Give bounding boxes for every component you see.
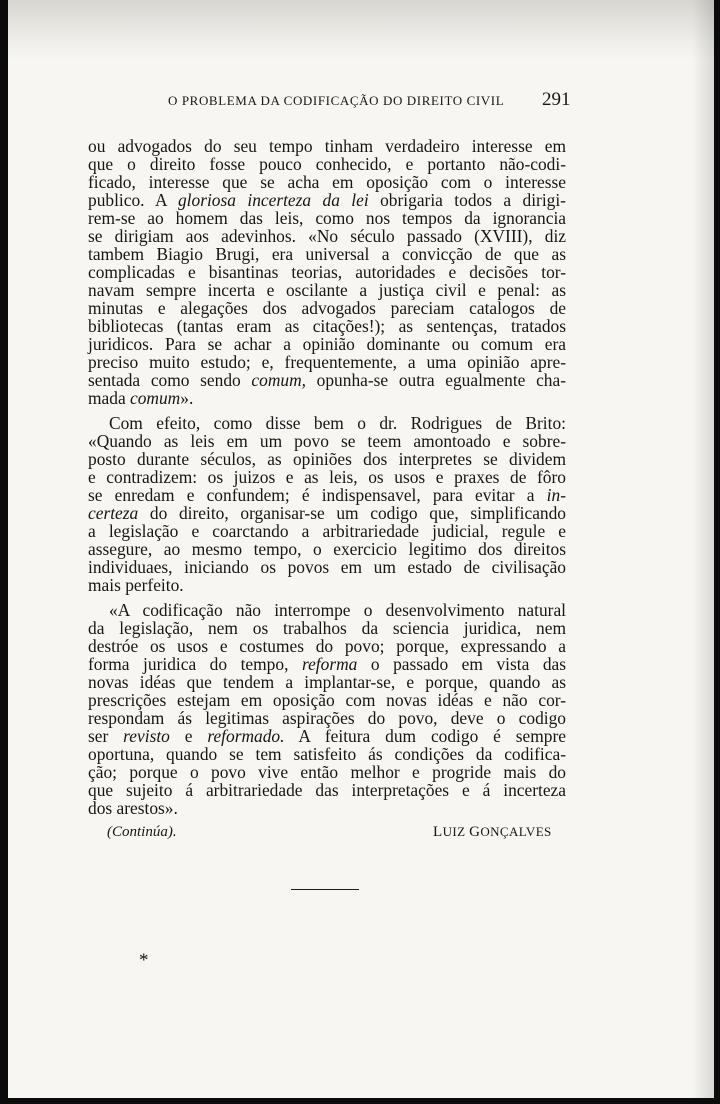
text-line: destróe os usos e costumes do povo; porque, expressando a (88, 636, 566, 656)
italic-phrase: reforma (301, 654, 358, 674)
text-line (88, 727, 566, 745)
text-segment: mada (88, 388, 131, 408)
section-rule (291, 889, 359, 890)
italic-phrase: reformado. (207, 726, 285, 746)
running-title: O PROBLEMA DA CODIFICAÇÃO DO DIREITO CIVIL (168, 93, 505, 108)
text-line: que sujeito á arbitrariedade das interpretações e á incerteza (88, 780, 566, 800)
text-line: ficado, interesse que se acha em oposição com o interesse (88, 172, 566, 192)
italic-phrase: comum, (251, 370, 306, 390)
text-line: tambem Biagio Brugi, era universal a convicção de que as (88, 244, 566, 264)
text-segment: A feitura dum codigo é sempre (284, 726, 566, 746)
text-line: rem-se ao homem das leis, como nos tempos da ignorancia (88, 208, 566, 228)
text-segment: do direito, organisar-se um codigo que, simplificando (138, 503, 566, 523)
text-segment: se enredam e confundem; é indispensavel, para evitar a (88, 485, 547, 505)
text-line: assegure, ao mesmo tempo, o exercicio legitimo dos direitos (88, 539, 566, 559)
page-number: 291 (542, 89, 571, 110)
text-line: e contradizem: os juizos e as leis, os usos e praxes de fôro (88, 467, 566, 487)
italic-phrase: in- (546, 485, 566, 505)
text-segment: opunha-se outra egualmente cha- (305, 370, 566, 390)
text-line: «Quando as leis em um povo se teem amontoado e sobre- (88, 431, 566, 451)
text-segment: publico. A (88, 190, 178, 210)
author-name: LUIZ GONÇALVES (433, 824, 552, 840)
text-line (88, 504, 566, 522)
text-line (88, 371, 566, 389)
text-line: Com efeito, como disse bem o dr. Rodrigues de Brito: (109, 413, 566, 433)
text-line (88, 191, 566, 209)
text-segment: forma juridica do tempo, (88, 654, 302, 674)
page-top-shading (8, 0, 714, 60)
text-segment: obrigaria todos a dirigi- (368, 190, 566, 210)
text-line: oportuna, quando se tem satisfeito ás condições da codifica- (88, 744, 566, 764)
text-segment: e (169, 726, 208, 746)
text-line: novas idéas que tendem a implantar-se, e porque, quando as (88, 672, 566, 692)
text-segment: o passado em vista das (357, 654, 566, 674)
italic-phrase: gloriosa incerteza da lei (177, 190, 369, 210)
text-line: individuaes, iniciando os povos em um estado de civilisação (88, 557, 566, 577)
text-line: ou advogados do seu tempo tinham verdadeiro interesse em (88, 136, 566, 156)
text-line: dos arestos». (88, 798, 178, 818)
text-line (88, 655, 566, 673)
text-line: minutas e alegações dos advogados pareciam catalogos de (88, 298, 566, 318)
text-line: se dirigiam aos adevinhos. «No século passado (XVIII), diz (88, 226, 566, 246)
text-segment: ». (180, 388, 194, 408)
italic-phrase: certeza (88, 503, 139, 523)
text-line (88, 486, 566, 504)
text-line (88, 389, 566, 407)
text-line: respondam ás legitimas aspirações do povo, deve o codigo (88, 708, 566, 728)
continued-note: (Continúa). (107, 824, 177, 840)
text-line: bibliotecas (tantas eram as citações!); as sentenças, tratados (88, 316, 566, 336)
footnote-mark: * (139, 950, 149, 971)
text-line: ção; porque o povo vive então melhor e progride mais do (88, 762, 566, 782)
italic-phrase: revisto (123, 726, 170, 746)
text-line: preciso muito estudo; e, frequentemente, a uma opinião apre- (88, 352, 566, 372)
text-line: prescrições estejam em oposição com novas idéas e não cor- (88, 690, 566, 710)
text-line: que o direito fosse pouco conhecido, e portanto não-codi- (88, 154, 566, 174)
text-line: «A codificação não interrompe o desenvolvimento natural (109, 600, 566, 620)
text-segment: ser (88, 726, 124, 746)
text-line: da legislação, nem os trabalhos da sciencia juridica, nem (88, 618, 566, 638)
text-line: mais perfeito. (88, 575, 184, 595)
text-line: complicadas e bisantinas teorias, autoridades e decisões tor- (88, 262, 566, 282)
text-line: juridicos. Para se achar a opinião dominante ou comum era (88, 334, 566, 354)
text-line: posto durante séculos, as opiniões dos interpretes se dividem (88, 449, 566, 469)
author-signature (433, 824, 552, 841)
text-segment: sentada como sendo (88, 370, 252, 390)
italic-phrase: comum (130, 388, 181, 408)
page-edge-shading (692, 0, 714, 1098)
text-line: navam sempre incerta e oscilante a justiça civil e penal: as (88, 280, 566, 300)
text-line: a legislação e coarctando a arbitrariedade judicial, regule e (88, 521, 566, 541)
